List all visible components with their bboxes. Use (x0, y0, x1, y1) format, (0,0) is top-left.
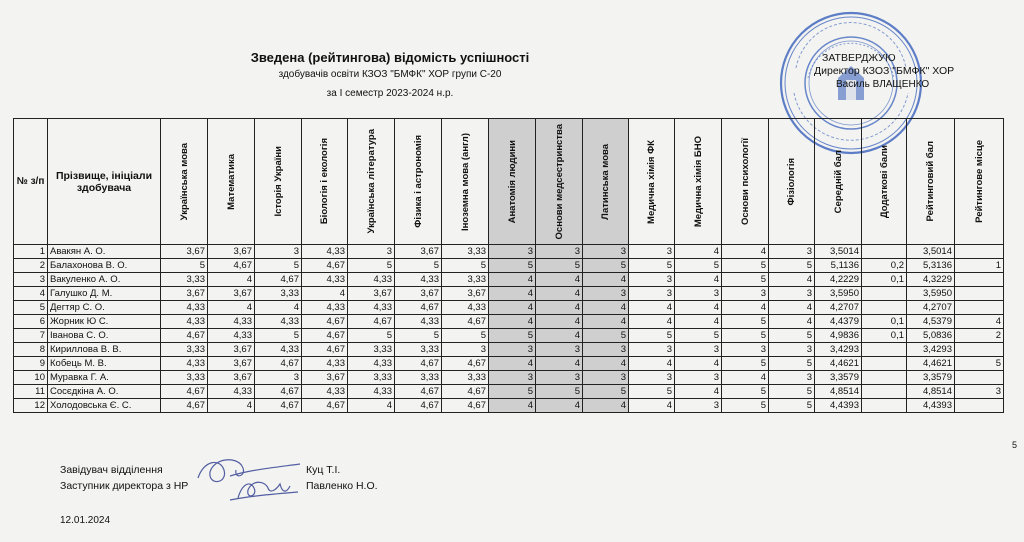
grade-cell: 3 (489, 343, 536, 357)
table-row (14, 273, 1004, 287)
grade-cell: 4 (675, 315, 722, 329)
grade-cell: 4 (675, 385, 722, 399)
grade-cell: 3 (675, 371, 722, 385)
grade-cell: 3 (348, 245, 395, 259)
grade-cell: 5 (489, 329, 536, 343)
grade-cell: 5 (395, 259, 442, 273)
grade-cell: 1 (955, 259, 1004, 273)
grade-cell: 4 (675, 301, 722, 315)
grade-cell: 5 (769, 399, 815, 413)
approval-block (810, 52, 954, 91)
grade-cell: 5 (348, 329, 395, 343)
grade-cell: 4 (675, 273, 722, 287)
grade-cell: 4,67 (395, 399, 442, 413)
grade-cell (862, 343, 907, 357)
grade-cell: 5 (722, 273, 769, 287)
header-cell-bonus: Додаткові бали (862, 119, 907, 245)
grade-cell: 4,67 (255, 357, 302, 371)
grade-cell: 3,33 (442, 245, 489, 259)
grade-cell: 4 (255, 301, 302, 315)
row-number-cell: 11 (14, 385, 48, 399)
signature-names (306, 462, 378, 494)
grade-cell: 3 (536, 343, 583, 357)
grade-cell: 4,4393 (907, 399, 955, 413)
grade-cell: 4,9836 (815, 329, 862, 343)
row-number-cell: 10 (14, 371, 48, 385)
row-number-cell: 2 (14, 259, 48, 273)
grade-cell: 4,67 (161, 385, 208, 399)
grade-cell: 0,2 (862, 259, 907, 273)
header-cell-subject: Біологія і екологія (302, 119, 348, 245)
student-name-cell: Дегтяр С. О. (48, 301, 161, 315)
grade-cell: 3,33 (255, 287, 302, 301)
grade-cell: 3,3579 (815, 371, 862, 385)
grade-cell (955, 399, 1004, 413)
grade-cell: 5 (583, 259, 629, 273)
grade-cell: 4 (489, 301, 536, 315)
grade-cell: 3 (536, 371, 583, 385)
grade-cell: 5 (348, 259, 395, 273)
row-number-cell: 3 (14, 273, 48, 287)
grade-cell: 3,5014 (907, 245, 955, 259)
grade-cell: 3,5950 (907, 287, 955, 301)
grade-cell: 3 (442, 343, 489, 357)
grade-cell: 3 (675, 399, 722, 413)
table-row (14, 245, 1004, 259)
grade-cell: 4 (722, 371, 769, 385)
grade-cell: 3,33 (161, 371, 208, 385)
student-name-cell: Муравка Г. А. (48, 371, 161, 385)
grade-cell: 4 (536, 399, 583, 413)
grade-cell: 3,67 (208, 371, 255, 385)
grade-cell: 4,33 (395, 273, 442, 287)
grade-cell: 5 (675, 329, 722, 343)
grade-cell: 4,67 (255, 273, 302, 287)
table-header-row (14, 119, 1004, 245)
grade-cell: 4,33 (302, 273, 348, 287)
grade-cell: 4,67 (302, 329, 348, 343)
grade-cell: 4,33 (395, 315, 442, 329)
header-cell-subject: Латинська мова (583, 119, 629, 245)
header-cell-subject: Українська література (348, 119, 395, 245)
grade-cell: 3 (769, 287, 815, 301)
grade-cell: 4 (489, 273, 536, 287)
grade-cell: 3,67 (161, 287, 208, 301)
grade-cell: 4 (536, 357, 583, 371)
header-cell-subject: Українська мова (161, 119, 208, 245)
grade-cell: 3 (255, 371, 302, 385)
handwritten-signature-icon (190, 450, 320, 510)
grade-cell: 4,33 (348, 357, 395, 371)
approval-line-1: ЗАТВЕРДЖУЮ (822, 52, 896, 64)
grade-cell: 4 (769, 273, 815, 287)
grade-cell: 3 (583, 287, 629, 301)
grade-cell: 4 (536, 301, 583, 315)
grade-cell (955, 273, 1004, 287)
grade-cell: 4 (348, 399, 395, 413)
table-row (14, 399, 1004, 413)
grade-cell: 5 (629, 259, 675, 273)
grade-cell: 4,3229 (907, 273, 955, 287)
grade-cell (862, 301, 907, 315)
grade-cell (862, 385, 907, 399)
grade-cell: 3,67 (395, 245, 442, 259)
grade-cell: 4 (769, 301, 815, 315)
signature-role-1: Завідувач відділення (60, 464, 163, 476)
grade-cell: 5 (629, 329, 675, 343)
header-cell-rating-place: Рейтингове місце (955, 119, 1004, 245)
grade-cell: 4 (583, 301, 629, 315)
grade-cell: 4 (583, 357, 629, 371)
grade-cell: 4,67 (302, 259, 348, 273)
grade-cell: 3,67 (302, 371, 348, 385)
grade-cell: 5 (769, 385, 815, 399)
grade-cell: 4,33 (208, 385, 255, 399)
grade-cell: 3,67 (208, 287, 255, 301)
student-name-cell: Вакуленко А. О. (48, 273, 161, 287)
student-name-cell: Балахонова В. О. (48, 259, 161, 273)
header-cell-subject: Математика (208, 119, 255, 245)
grade-cell: 5 (769, 357, 815, 371)
grade-cell: 4 (769, 315, 815, 329)
approval-line-2: Директор КЗОЗ "БМФК" ХОР (814, 65, 955, 77)
header-cell-subject: Медична хімія ФК (629, 119, 675, 245)
signature-name-2: Павленко Н.О. (306, 480, 378, 492)
grade-cell: 3 (629, 245, 675, 259)
grade-cell: 4 (208, 273, 255, 287)
grade-cell: 5 (629, 385, 675, 399)
row-number-cell: 8 (14, 343, 48, 357)
grade-cell: 5 (255, 259, 302, 273)
grade-cell: 4,2707 (907, 301, 955, 315)
grade-cell: 5 (536, 259, 583, 273)
student-name-cell: Авакян А. О. (48, 245, 161, 259)
grade-cell: 4,67 (442, 399, 489, 413)
grade-cell: 4,33 (255, 315, 302, 329)
grade-cell: 4,67 (395, 301, 442, 315)
grade-cell (862, 357, 907, 371)
table-row (14, 385, 1004, 399)
grade-cell: 4,67 (208, 259, 255, 273)
grade-cell: 4,4393 (815, 399, 862, 413)
grade-cell: 3 (955, 385, 1004, 399)
grade-cell: 3,4293 (907, 343, 955, 357)
grade-cell: 3,33 (395, 343, 442, 357)
grade-cell (955, 371, 1004, 385)
grade-cell: 4,67 (255, 399, 302, 413)
grade-cell: 0,1 (862, 329, 907, 343)
grade-cell: 5 (442, 329, 489, 343)
approval-line-3: Василь ВЛАЩЕНКО (836, 79, 930, 90)
grade-cell: 4,4621 (815, 357, 862, 371)
header-cell-subject: Фізіологія (769, 119, 815, 245)
grade-cell: 4,33 (302, 301, 348, 315)
grade-cell: 4,33 (348, 273, 395, 287)
student-name-cell: Сосєдкіна А. О. (48, 385, 161, 399)
grade-cell (955, 287, 1004, 301)
grade-cell: 3 (769, 343, 815, 357)
row-number-cell: 7 (14, 329, 48, 343)
header-cell-subject: Анатомія людини (489, 119, 536, 245)
grade-cell: 4,2707 (815, 301, 862, 315)
grade-cell: 4,67 (302, 315, 348, 329)
grade-cell: 4 (302, 287, 348, 301)
grade-cell: 4,67 (442, 357, 489, 371)
header-cell-subject: Медична хімія БНО (675, 119, 722, 245)
document-date: 12.01.2024 (60, 515, 111, 526)
grade-cell: 4,67 (302, 343, 348, 357)
grade-cell: 4,33 (348, 301, 395, 315)
table-row (14, 329, 1004, 343)
grade-cell: 4 (675, 357, 722, 371)
grade-cell: 4,33 (302, 357, 348, 371)
grade-cell: 4 (955, 315, 1004, 329)
grade-cell: 4,33 (255, 343, 302, 357)
grade-cell: 4 (675, 245, 722, 259)
row-number-cell: 4 (14, 287, 48, 301)
grade-cell: 5 (955, 357, 1004, 371)
grade-cell: 5 (769, 329, 815, 343)
table-row (14, 315, 1004, 329)
grade-cell: 3,67 (348, 287, 395, 301)
grade-cell: 4 (536, 287, 583, 301)
document-title: Зведена (рейтингова) відомість успішності (250, 50, 530, 65)
student-name-cell: Холодовська Є. С. (48, 399, 161, 413)
grade-cell: 5 (583, 329, 629, 343)
grade-cell: 4,67 (395, 357, 442, 371)
grade-cell: 4,67 (348, 315, 395, 329)
grade-cell (862, 399, 907, 413)
grade-cell: 4 (536, 273, 583, 287)
grade-cell: 4,33 (442, 301, 489, 315)
grade-cell: 3 (722, 343, 769, 357)
grade-cell: 3,67 (208, 343, 255, 357)
grade-cell: 4,33 (161, 315, 208, 329)
grade-cell: 3 (536, 245, 583, 259)
grade-cell: 4,67 (302, 399, 348, 413)
header-cell-average: Середній бал (815, 119, 862, 245)
table-body (14, 245, 1004, 413)
grade-cell: 3,5950 (815, 287, 862, 301)
grade-cell: 4,5379 (907, 315, 955, 329)
grade-cell: 3,67 (395, 287, 442, 301)
grade-cell (955, 343, 1004, 357)
grade-cell: 5 (583, 385, 629, 399)
grade-cell: 3 (629, 287, 675, 301)
grade-cell: 5 (722, 385, 769, 399)
grade-cell: 3,67 (208, 357, 255, 371)
grade-cell: 4 (489, 315, 536, 329)
grade-cell: 4 (583, 273, 629, 287)
table-row (14, 343, 1004, 357)
document-subtitle: здобувачів освіти КЗОЗ "БМФК" ХОР групи С-20 (278, 69, 502, 80)
grade-cell: 4 (489, 357, 536, 371)
row-number-cell: 1 (14, 245, 48, 259)
grade-cell: 4,33 (161, 357, 208, 371)
grade-cell: 4,67 (442, 385, 489, 399)
grade-cell: 0,1 (862, 315, 907, 329)
grades-table (13, 118, 1004, 413)
grade-cell: 3 (629, 273, 675, 287)
student-name-cell: Галушко Д. М. (48, 287, 161, 301)
signature-roles (60, 462, 188, 494)
grade-cell: 4,8514 (907, 385, 955, 399)
grade-cell: 5 (722, 315, 769, 329)
signature-role-2: Заступник директора з НР (60, 480, 189, 492)
grade-cell: 4,4621 (907, 357, 955, 371)
grade-cell: 3 (629, 343, 675, 357)
grade-cell: 4,67 (255, 385, 302, 399)
grade-cell: 5 (161, 259, 208, 273)
grade-cell: 4 (583, 315, 629, 329)
grade-cell: 4 (489, 399, 536, 413)
grade-cell: 3,33 (395, 371, 442, 385)
grade-cell: 3 (583, 371, 629, 385)
grade-cell: 3 (769, 371, 815, 385)
grade-cell: 3 (722, 287, 769, 301)
grade-cell: 3 (583, 245, 629, 259)
grade-cell: 4,33 (302, 245, 348, 259)
grade-cell: 4,8514 (815, 385, 862, 399)
grade-cell (862, 287, 907, 301)
grade-cell: 4,33 (302, 385, 348, 399)
row-number-cell: 6 (14, 315, 48, 329)
grade-cell: 5 (675, 259, 722, 273)
grade-cell: 4 (208, 301, 255, 315)
grade-cell: 3 (675, 287, 722, 301)
grade-cell: 5 (722, 399, 769, 413)
grade-cell: 4 (536, 329, 583, 343)
grade-cell: 2 (955, 329, 1004, 343)
header-cell-number: № з/п (14, 119, 48, 245)
grade-cell: 4 (722, 245, 769, 259)
header-cell-subject: Основи психології (722, 119, 769, 245)
grade-cell (862, 245, 907, 259)
table-row (14, 301, 1004, 315)
signature-name-1: Куц Т.І. (306, 464, 341, 476)
grade-cell: 4 (536, 315, 583, 329)
grade-cell: 3,67 (208, 245, 255, 259)
grade-cell: 4 (208, 399, 255, 413)
grade-cell: 4,33 (208, 329, 255, 343)
grade-cell: 3,67 (161, 245, 208, 259)
table-row (14, 357, 1004, 371)
grade-cell: 3 (489, 245, 536, 259)
header-cell-subject: Фізика і астрономія (395, 119, 442, 245)
grade-cell: 3 (629, 371, 675, 385)
grade-cell: 3,5014 (815, 245, 862, 259)
grade-cell: 4,33 (161, 301, 208, 315)
header-cell-subject: Основи медсестринства (536, 119, 583, 245)
grade-cell: 3,33 (348, 371, 395, 385)
grade-cell: 3 (675, 343, 722, 357)
grade-cell: 4 (489, 287, 536, 301)
grade-cell: 4,33 (348, 385, 395, 399)
grade-cell: 5 (722, 259, 769, 273)
grade-cell: 5 (255, 329, 302, 343)
student-name-cell: Жорник Ю С. (48, 315, 161, 329)
grade-cell: 3,33 (442, 371, 489, 385)
grade-cell: 3,33 (348, 343, 395, 357)
grade-cell: 4,67 (395, 385, 442, 399)
grade-cell: 5 (722, 329, 769, 343)
grade-cell: 3,3579 (907, 371, 955, 385)
row-number-cell: 12 (14, 399, 48, 413)
grade-cell: 3,33 (161, 273, 208, 287)
page-number: 5 (1012, 440, 1018, 450)
student-name-cell: Іванова С. О. (48, 329, 161, 343)
grade-cell (955, 245, 1004, 259)
grade-cell: 5 (722, 357, 769, 371)
grade-cell: 4 (629, 399, 675, 413)
grade-cell: 4 (629, 357, 675, 371)
grade-cell (955, 301, 1004, 315)
grade-cell: 3,33 (161, 343, 208, 357)
grade-cell: 4 (583, 399, 629, 413)
grade-cell: 4,67 (161, 329, 208, 343)
header-cell-subject: Історія України (255, 119, 302, 245)
table-row (14, 287, 1004, 301)
grade-cell: 3,4293 (815, 343, 862, 357)
table-row (14, 371, 1004, 385)
grade-cell: 4,2229 (815, 273, 862, 287)
grade-cell (862, 371, 907, 385)
grade-cell: 4,67 (442, 315, 489, 329)
grade-cell: 3 (583, 343, 629, 357)
grade-cell: 4 (722, 301, 769, 315)
grade-cell: 5,3136 (907, 259, 955, 273)
grade-cell: 5 (489, 385, 536, 399)
grade-cell: 4,33 (208, 315, 255, 329)
student-name-cell: Кириллова В. В. (48, 343, 161, 357)
header-cell-name: Прізвище, ініціали здобувача (48, 119, 161, 245)
table-row (14, 259, 1004, 273)
grade-cell: 4,4379 (815, 315, 862, 329)
header-cell-subject: Іноземна мова (англ) (442, 119, 489, 245)
document-semester: за І семестр 2023-2024 н.р. (326, 88, 454, 99)
grade-cell: 5 (442, 259, 489, 273)
grade-cell: 3 (769, 245, 815, 259)
row-number-cell: 9 (14, 357, 48, 371)
student-name-cell: Кобець М. В. (48, 357, 161, 371)
grade-cell: 4 (629, 301, 675, 315)
grade-cell: 5 (395, 329, 442, 343)
grade-cell: 4 (629, 315, 675, 329)
grade-cell: 3,33 (442, 273, 489, 287)
header-cell-rating-score: Рейтинговий бал (907, 119, 955, 245)
grade-cell: 3,67 (442, 287, 489, 301)
grade-cell: 5,0836 (907, 329, 955, 343)
grade-cell: 5 (536, 385, 583, 399)
grade-cell: 3 (489, 371, 536, 385)
grade-cell: 0,1 (862, 273, 907, 287)
row-number-cell: 5 (14, 301, 48, 315)
grade-cell: 5,1136 (815, 259, 862, 273)
grade-cell: 3 (255, 245, 302, 259)
grade-cell: 4,67 (161, 399, 208, 413)
grade-cell: 5 (769, 259, 815, 273)
grade-cell: 5 (489, 259, 536, 273)
